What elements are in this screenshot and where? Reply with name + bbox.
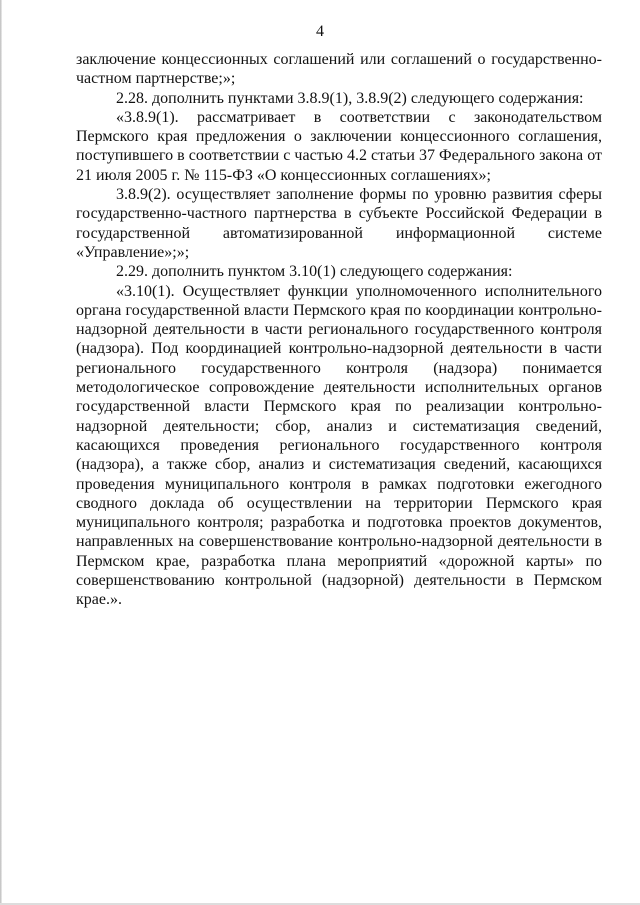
page-number: 4 <box>316 23 324 40</box>
paragraph-clause-3-8-9-2: 3.8.9(2). осуществляет заполнение формы по уровню развития сферы государственно-частного партнерства в субъекте Российской Федерации в государственной автоматизированной информационной системе «Управление»;»; <box>76 186 602 261</box>
paragraph-clause-3-8-9-1: «3.8.9(1). рассматривает в соответствии с законодательством Пермского края предложения о заключении концессионного соглашения, поступившего в соответствии с частью 4.2 статьи 37 Федерального закона от 21 июля 2005 г. № 115-ФЗ «О концессионных соглашениях»; <box>76 108 602 184</box>
paragraph-continuation: заключение концессионных соглашений или соглашений о государственно-частном партнерстве;»; <box>76 51 602 88</box>
document-body <box>76 50 602 610</box>
scan-left-edge <box>0 0 2 905</box>
paragraph-amendment-2-29: 2.29. дополнить пунктом 3.10(1) следующего содержания: <box>116 263 513 281</box>
paragraph-amendment-2-28: 2.28. дополнить пунктами 3.8.9(1), 3.8.9(2) следующего содержания: <box>116 89 584 107</box>
paragraph-clause-3-10-1: «3.10(1). Осуществляет функции уполномоченного исполнительного органа государственной власти Пермского края по координации контрольно-надзорной деятельности в части регионального государственного контроля (надзора). Под координацией контрольно-надзорной деятельности в части регионального государственного контроля (надзора) понимается методологическое сопровождение деятельности исполнительных органов государственной власти Пермского края по реализации контрольно-надзорной деятельности; сбор, анализ и систематизация сведений, касающихся проведения регионального государственного контроля (надзора), а также сбор, анализ и систематизация сведений, касающихся проведения муниципального контроля в рамках подготовки ежегодного сводного доклада об осуществлении на территории Пермского края муниципального контроля; разработка и подготовка проектов документов, направленных на совершенствование контрольно-надзорной деятельности в Пермском крае, разработка плана мероприятий «дорожной карты» по совершенствованию контрольной (надзорной) деятельности в Пермском крае.». <box>76 282 602 609</box>
